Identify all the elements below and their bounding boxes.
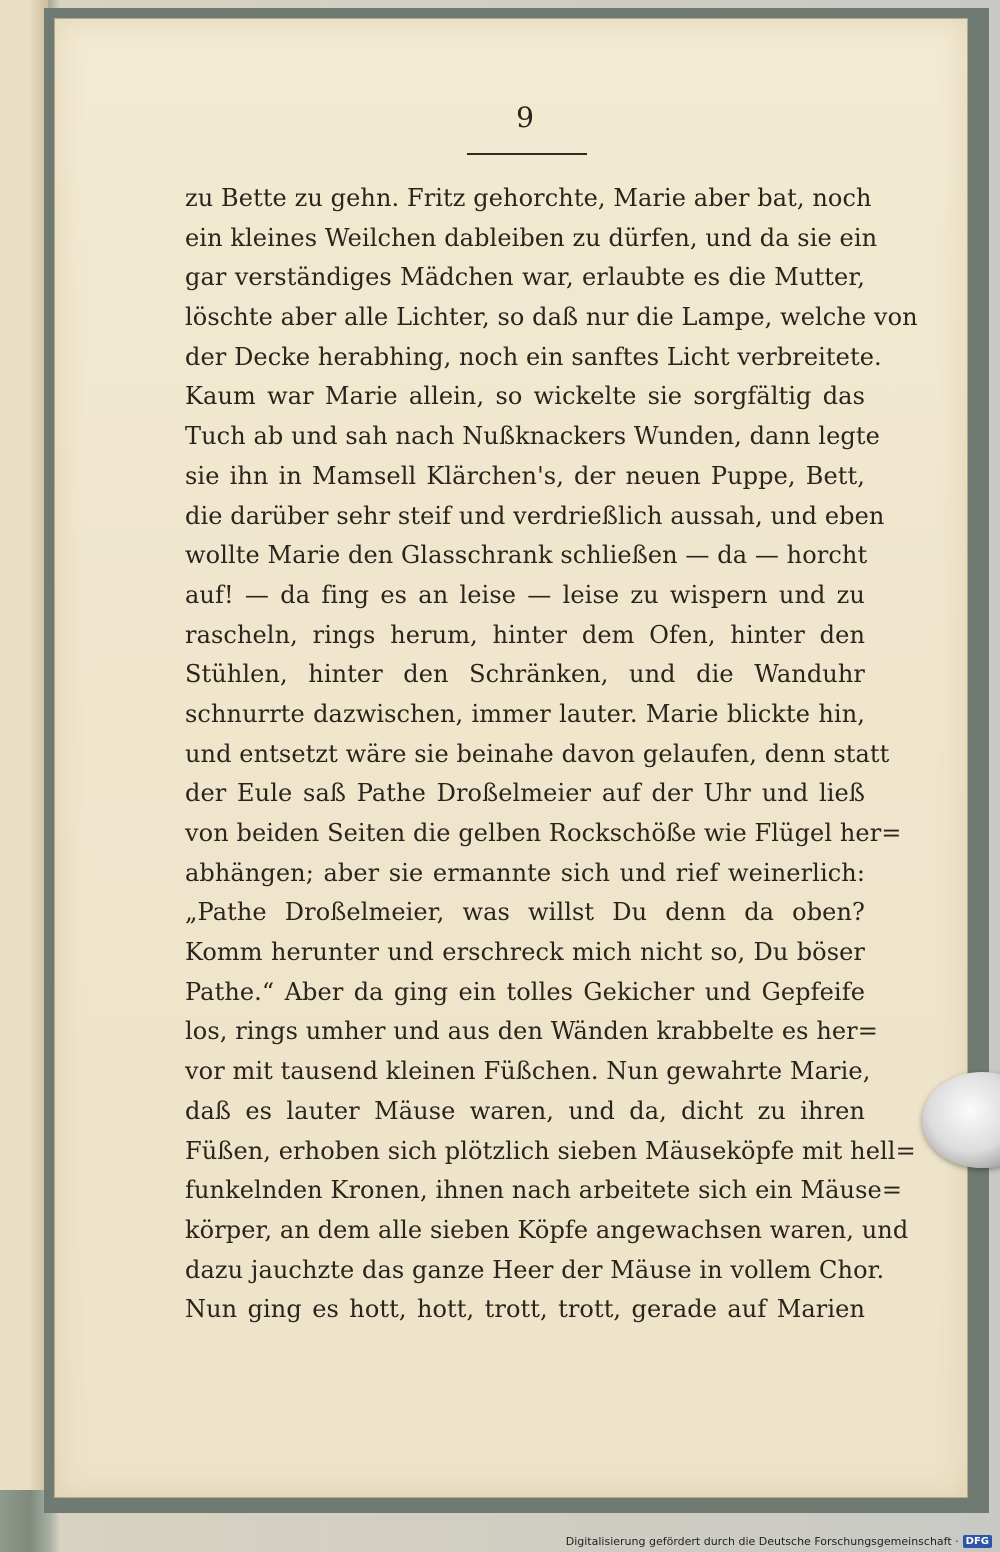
dfg-logo: DFG xyxy=(963,1535,992,1548)
text-line: zu Bette zu gehn. Fritz gehorchte, Marie aber bat, noch xyxy=(185,184,872,212)
page-number: 9 xyxy=(516,101,534,134)
text-line: der Decke herabhing, noch ein sanftes Licht verbreitete. xyxy=(185,342,882,371)
text-line: der Eule saß Pathe Droßelmeier auf der Uhr und ließ xyxy=(185,779,865,808)
text-line: vor mit tausend kleinen Füßchen. Nun gewahrte Marie, xyxy=(185,1057,871,1086)
text-line: dazu jauchzte das ganze Heer der Mäuse in vollem Chor. xyxy=(185,1255,885,1284)
text-line: auf! — da fing es an leise — leise zu wispern und zu xyxy=(185,580,865,609)
text-line: los, rings umher und aus den Wänden krabbelte es her= xyxy=(185,1017,878,1046)
text-line: und entsetzt wäre sie beinahe davon gelaufen, denn statt xyxy=(185,739,890,768)
text-line: Pathe.“ Aber da ging ein tolles Gekicher und Gepfeife xyxy=(185,977,865,1006)
text-line: rascheln, rings herum, hinter dem Ofen, hinter den xyxy=(185,620,865,649)
text-line: von beiden Seiten die gelben Rockschöße wie Flügel her= xyxy=(185,819,902,847)
text-line: ein kleines Weilchen dableiben zu dürfen, und da sie ein xyxy=(185,223,878,252)
text-line: sie ihn in Mamsell Klärchen's, der neuen Puppe, Bett, xyxy=(185,461,865,490)
credit-text: Digitalisierung gefördert durch die Deutsche Forschungsgemeinschaft · xyxy=(565,1535,959,1548)
text-line: Füßen, erhoben sich plötzlich sieben Mäuseköpfe mit hell= xyxy=(185,1136,916,1165)
text-line: schnurrte dazwischen, immer lauter. Marie blickte hin, xyxy=(185,699,865,728)
text-line: körper, an dem alle sieben Köpfe angewachsen waren, und xyxy=(185,1215,909,1244)
page-number-rule xyxy=(467,153,587,155)
text-line: funkelnden Kronen, ihnen nach arbeitete sich ein Mäuse= xyxy=(185,1176,903,1205)
text-line: daß es lauter Mäuse waren, und da, dicht zu ihren xyxy=(185,1096,865,1125)
text-line: gar verständiges Mädchen war, erlaubte es die Mutter, xyxy=(185,263,865,292)
text-line: Nun ging es hott, hott, trott, trott, gerade auf Marien xyxy=(185,1295,865,1324)
book-page xyxy=(54,18,968,1498)
text-line: Tuch ab und sah nach Nußknackers Wunden, dann legte xyxy=(185,422,880,451)
digitization-credit xyxy=(566,1535,992,1548)
text-line: abhängen; aber sie ermannte sich und rief weinerlich: xyxy=(185,858,865,887)
text-line: Kaum war Marie allein, so wickelte sie sorgfältig das xyxy=(185,382,865,411)
text-line: Stühlen, hinter den Schränken, und die Wanduhr xyxy=(185,660,865,689)
text-line: wollte Marie den Glasschrank schließen — da — horcht xyxy=(185,541,868,570)
text-line: löschte aber alle Lichter, so daß nur die Lampe, welche von xyxy=(185,303,918,332)
text-line: Komm herunter und erschreck mich nicht so, Du böser xyxy=(185,938,865,967)
page-text xyxy=(185,179,918,1330)
text-line: „Pathe Droßelmeier, was willst Du denn da oben? xyxy=(185,898,865,927)
left-page-edge xyxy=(0,0,49,1490)
text-line: die darüber sehr steif und verdrießlich aussah, und eben xyxy=(185,501,885,530)
